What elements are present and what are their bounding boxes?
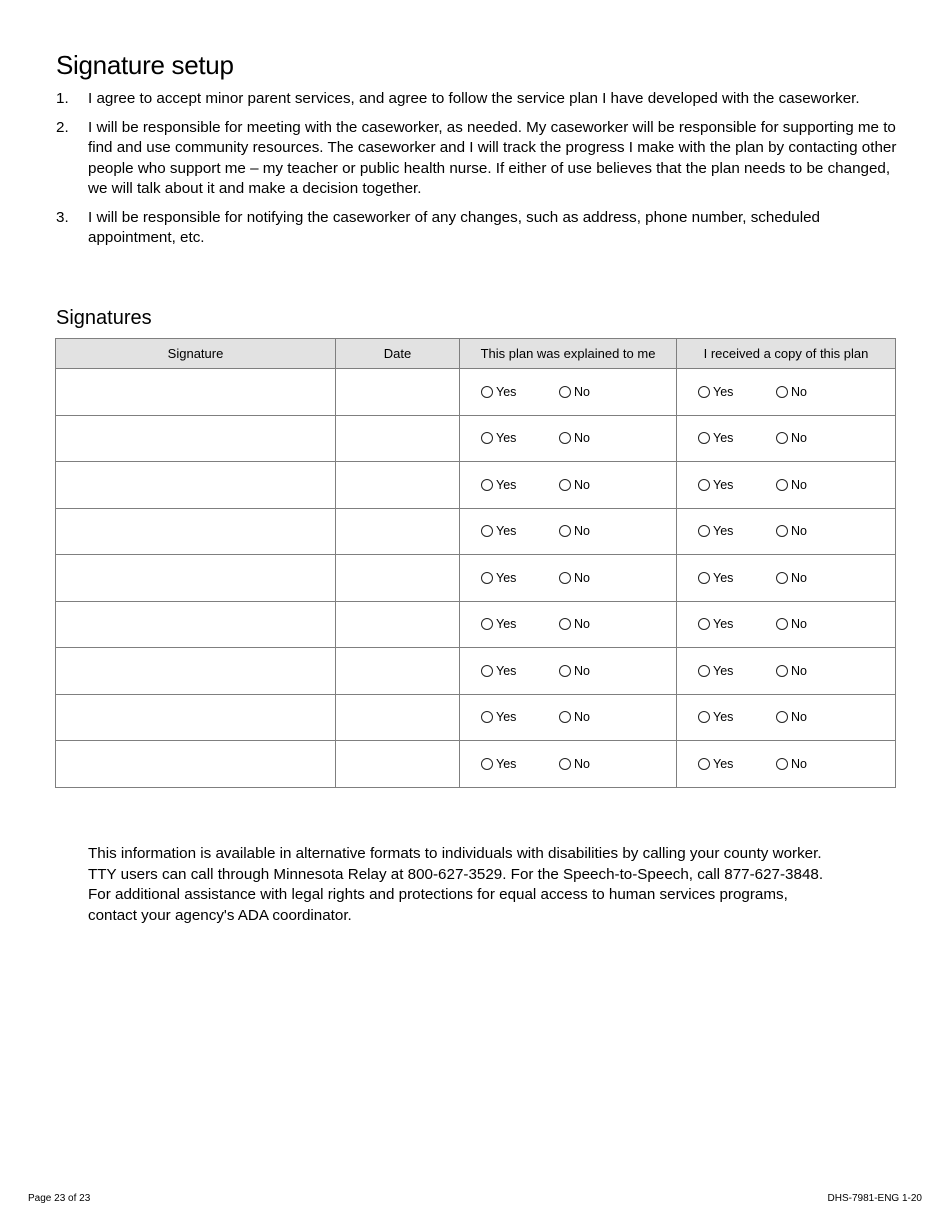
yes-label: Yes [713,524,734,539]
signature-field[interactable] [56,555,336,602]
no-radio-button[interactable] [559,711,571,723]
received-radio-group [677,521,895,541]
no-radio-button[interactable] [776,479,788,491]
explained-radio-group [460,521,676,541]
date-field[interactable] [336,694,460,741]
received-radio-group [677,428,895,448]
list-item [56,208,898,249]
list-item-text: I will be responsible for notifying the caseworker of any changes, such as address, phone number, scheduled appointment, etc. [88,208,820,246]
explained-yes-option[interactable] [481,754,516,774]
no-radio-button[interactable] [776,618,788,630]
received-radio-group [677,614,895,634]
received-yes-option[interactable] [698,428,733,448]
received-cell [677,462,896,509]
signature-field[interactable] [56,462,336,509]
list-item-text: I will be responsible for meeting with the caseworker, as needed. My caseworker will be responsible for supporting me to find and use community resources. The caseworker and I will track the progress I make with the plan by contacting other people who support me – my teacher or public health nurse. If either of use believes that the plan needs to be changed, we will talk about it and make a decision together. [88,118,897,197]
table-header-row [56,339,896,369]
yes-label: Yes [713,570,734,585]
column-header-received: I received a copy of this plan [677,339,896,369]
explained-radio-group [460,475,676,495]
explained-no-option[interactable] [559,382,590,402]
yes-label: Yes [713,617,734,632]
received-no-option[interactable] [776,475,807,495]
explained-yes-option[interactable] [481,428,516,448]
explained-cell [460,555,677,602]
signatures-table [55,338,896,788]
no-label: No [574,710,590,725]
no-radio-button[interactable] [559,386,571,398]
date-field[interactable] [336,555,460,602]
no-radio-button[interactable] [559,432,571,444]
explained-cell [460,741,677,788]
explained-radio-group [460,382,676,402]
yes-radio-button[interactable] [698,711,710,723]
explained-cell [460,601,677,648]
no-label: No [791,524,807,539]
no-radio-button[interactable] [559,525,571,537]
no-label: No [574,524,590,539]
received-cell [677,415,896,462]
no-radio-button[interactable] [776,386,788,398]
received-no-option[interactable] [776,428,807,448]
no-label: No [791,384,807,399]
received-radio-group [677,475,895,495]
yes-radio-button[interactable] [698,572,710,584]
list-item-text: I agree to accept minor parent services, and agree to follow the service plan I have developed with the caseworker. [88,90,860,107]
received-cell [677,369,896,416]
received-radio-group [677,754,895,774]
received-cell [677,555,896,602]
table-row [56,741,896,788]
no-radio-button[interactable] [776,665,788,677]
page-number: Page 23 of 23 [28,1193,91,1204]
no-radio-button[interactable] [776,572,788,584]
no-radio-button[interactable] [559,618,571,630]
signature-field[interactable] [56,508,336,555]
yes-label: Yes [496,384,517,399]
yes-label: Yes [496,477,517,492]
yes-radio-button[interactable] [481,711,493,723]
explained-cell [460,508,677,555]
explained-cell [460,648,677,695]
table-row [56,415,896,462]
yes-radio-button[interactable] [481,758,493,770]
explained-cell [460,462,677,509]
table-row [56,508,896,555]
no-label: No [791,570,807,585]
no-label: No [791,756,807,771]
explained-yes-option[interactable] [481,614,516,634]
yes-label: Yes [496,663,517,678]
yes-radio-button[interactable] [481,618,493,630]
yes-label: Yes [496,710,517,725]
table-row [56,462,896,509]
signature-field[interactable] [56,601,336,648]
yes-label: Yes [496,570,517,585]
explained-yes-option[interactable] [481,475,516,495]
received-no-option[interactable] [776,707,807,727]
yes-radio-button[interactable] [481,386,493,398]
no-label: No [574,431,590,446]
explained-yes-option[interactable] [481,521,516,541]
signature-field[interactable] [56,415,336,462]
explained-radio-group [460,428,676,448]
explained-radio-group [460,661,676,681]
explained-radio-group [460,568,676,588]
no-radio-button[interactable] [559,479,571,491]
yes-radio-button[interactable] [698,665,710,677]
explained-no-option[interactable] [559,521,590,541]
signature-field[interactable] [56,741,336,788]
no-label: No [574,756,590,771]
signatures-table-body [56,369,896,788]
date-field[interactable] [336,415,460,462]
yes-radio-button[interactable] [698,386,710,398]
yes-label: Yes [713,477,734,492]
table-row [56,601,896,648]
yes-label: Yes [713,431,734,446]
received-radio-group [677,382,895,402]
date-field[interactable] [336,741,460,788]
yes-radio-button[interactable] [698,758,710,770]
list-item-number: 2. [56,118,69,136]
list-item [56,89,898,110]
no-label: No [574,384,590,399]
received-no-option[interactable] [776,521,807,541]
explained-cell [460,694,677,741]
explained-yes-option[interactable] [481,707,516,727]
table-row [56,694,896,741]
received-yes-option[interactable] [698,661,733,681]
no-label: No [791,663,807,678]
yes-radio-button[interactable] [698,479,710,491]
no-radio-button[interactable] [776,525,788,537]
table-row [56,369,896,416]
received-cell [677,741,896,788]
yes-radio-button[interactable] [481,525,493,537]
received-yes-option[interactable] [698,568,733,588]
received-radio-group [677,661,895,681]
explained-radio-group [460,754,676,774]
yes-label: Yes [713,710,734,725]
accessibility-notice: This information is available in alternative formats to individuals with disabilities by calling your county worker. TTY users can call through Minnesota Relay at 800-627-3529. For the Speech-to-Speech, call 877-627-3848. For additional assistance with legal rights and protections for equal access to human services programs, contact your agency's ADA coordinator. [88,845,824,924]
table-row [56,555,896,602]
no-radio-button[interactable] [559,665,571,677]
form-id: DHS-7981-ENG 1-20 [827,1193,922,1204]
yes-label: Yes [713,756,734,771]
received-no-option[interactable] [776,568,807,588]
explained-cell [460,415,677,462]
received-radio-group [677,707,895,727]
received-no-option[interactable] [776,382,807,402]
no-label: No [791,617,807,632]
signature-field[interactable] [56,648,336,695]
no-radio-button[interactable] [559,758,571,770]
explained-yes-option[interactable] [481,382,516,402]
yes-radio-button[interactable] [698,432,710,444]
explained-no-option[interactable] [559,568,590,588]
explained-radio-group [460,614,676,634]
date-field[interactable] [336,369,460,416]
list-item-number: 1. [56,90,69,107]
received-cell [677,648,896,695]
column-header-date: Date [336,339,460,369]
received-yes-option[interactable] [698,521,733,541]
yes-label: Yes [496,431,517,446]
yes-label: Yes [713,384,734,399]
received-radio-group [677,568,895,588]
section-title-signatures: Signatures [56,307,152,329]
yes-radio-button[interactable] [481,479,493,491]
yes-label: Yes [496,524,517,539]
yes-label: Yes [496,756,517,771]
column-header-signature: Signature [56,339,336,369]
no-label: No [791,431,807,446]
table-row [56,648,896,695]
yes-radio-button[interactable] [481,572,493,584]
explained-no-option[interactable] [559,475,590,495]
received-cell [677,694,896,741]
column-header-explained: This plan was explained to me [460,339,677,369]
no-label: No [574,477,590,492]
no-radio-button[interactable] [559,572,571,584]
received-yes-option[interactable] [698,754,733,774]
no-radio-button[interactable] [776,758,788,770]
explained-no-option[interactable] [559,428,590,448]
yes-radio-button[interactable] [698,525,710,537]
date-field[interactable] [336,601,460,648]
list-item-number: 3. [56,208,69,226]
received-yes-option[interactable] [698,614,733,634]
received-yes-option[interactable] [698,707,733,727]
received-yes-option[interactable] [698,382,733,402]
no-label: No [791,477,807,492]
signature-field[interactable] [56,694,336,741]
explained-no-option[interactable] [559,614,590,634]
yes-radio-button[interactable] [698,618,710,630]
date-field[interactable] [336,508,460,555]
received-no-option[interactable] [776,614,807,634]
explained-yes-option[interactable] [481,568,516,588]
received-no-option[interactable] [776,754,807,774]
no-label: No [791,710,807,725]
explained-no-option[interactable] [559,661,590,681]
yes-label: Yes [713,663,734,678]
page-title: Signature setup [56,50,234,80]
received-yes-option[interactable] [698,475,733,495]
no-label: No [574,617,590,632]
explained-no-option[interactable] [559,707,590,727]
explained-cell [460,369,677,416]
yes-radio-button[interactable] [481,665,493,677]
yes-radio-button[interactable] [481,432,493,444]
explained-no-option[interactable] [559,754,590,774]
no-label: No [574,663,590,678]
no-radio-button[interactable] [776,711,788,723]
agreement-list [56,89,898,257]
explained-yes-option[interactable] [481,661,516,681]
received-no-option[interactable] [776,661,807,681]
explained-radio-group [460,707,676,727]
no-radio-button[interactable] [776,432,788,444]
date-field[interactable] [336,462,460,509]
signature-field[interactable] [56,369,336,416]
received-cell [677,508,896,555]
yes-label: Yes [496,617,517,632]
date-field[interactable] [336,648,460,695]
list-item [56,118,898,200]
no-label: No [574,570,590,585]
received-cell [677,601,896,648]
